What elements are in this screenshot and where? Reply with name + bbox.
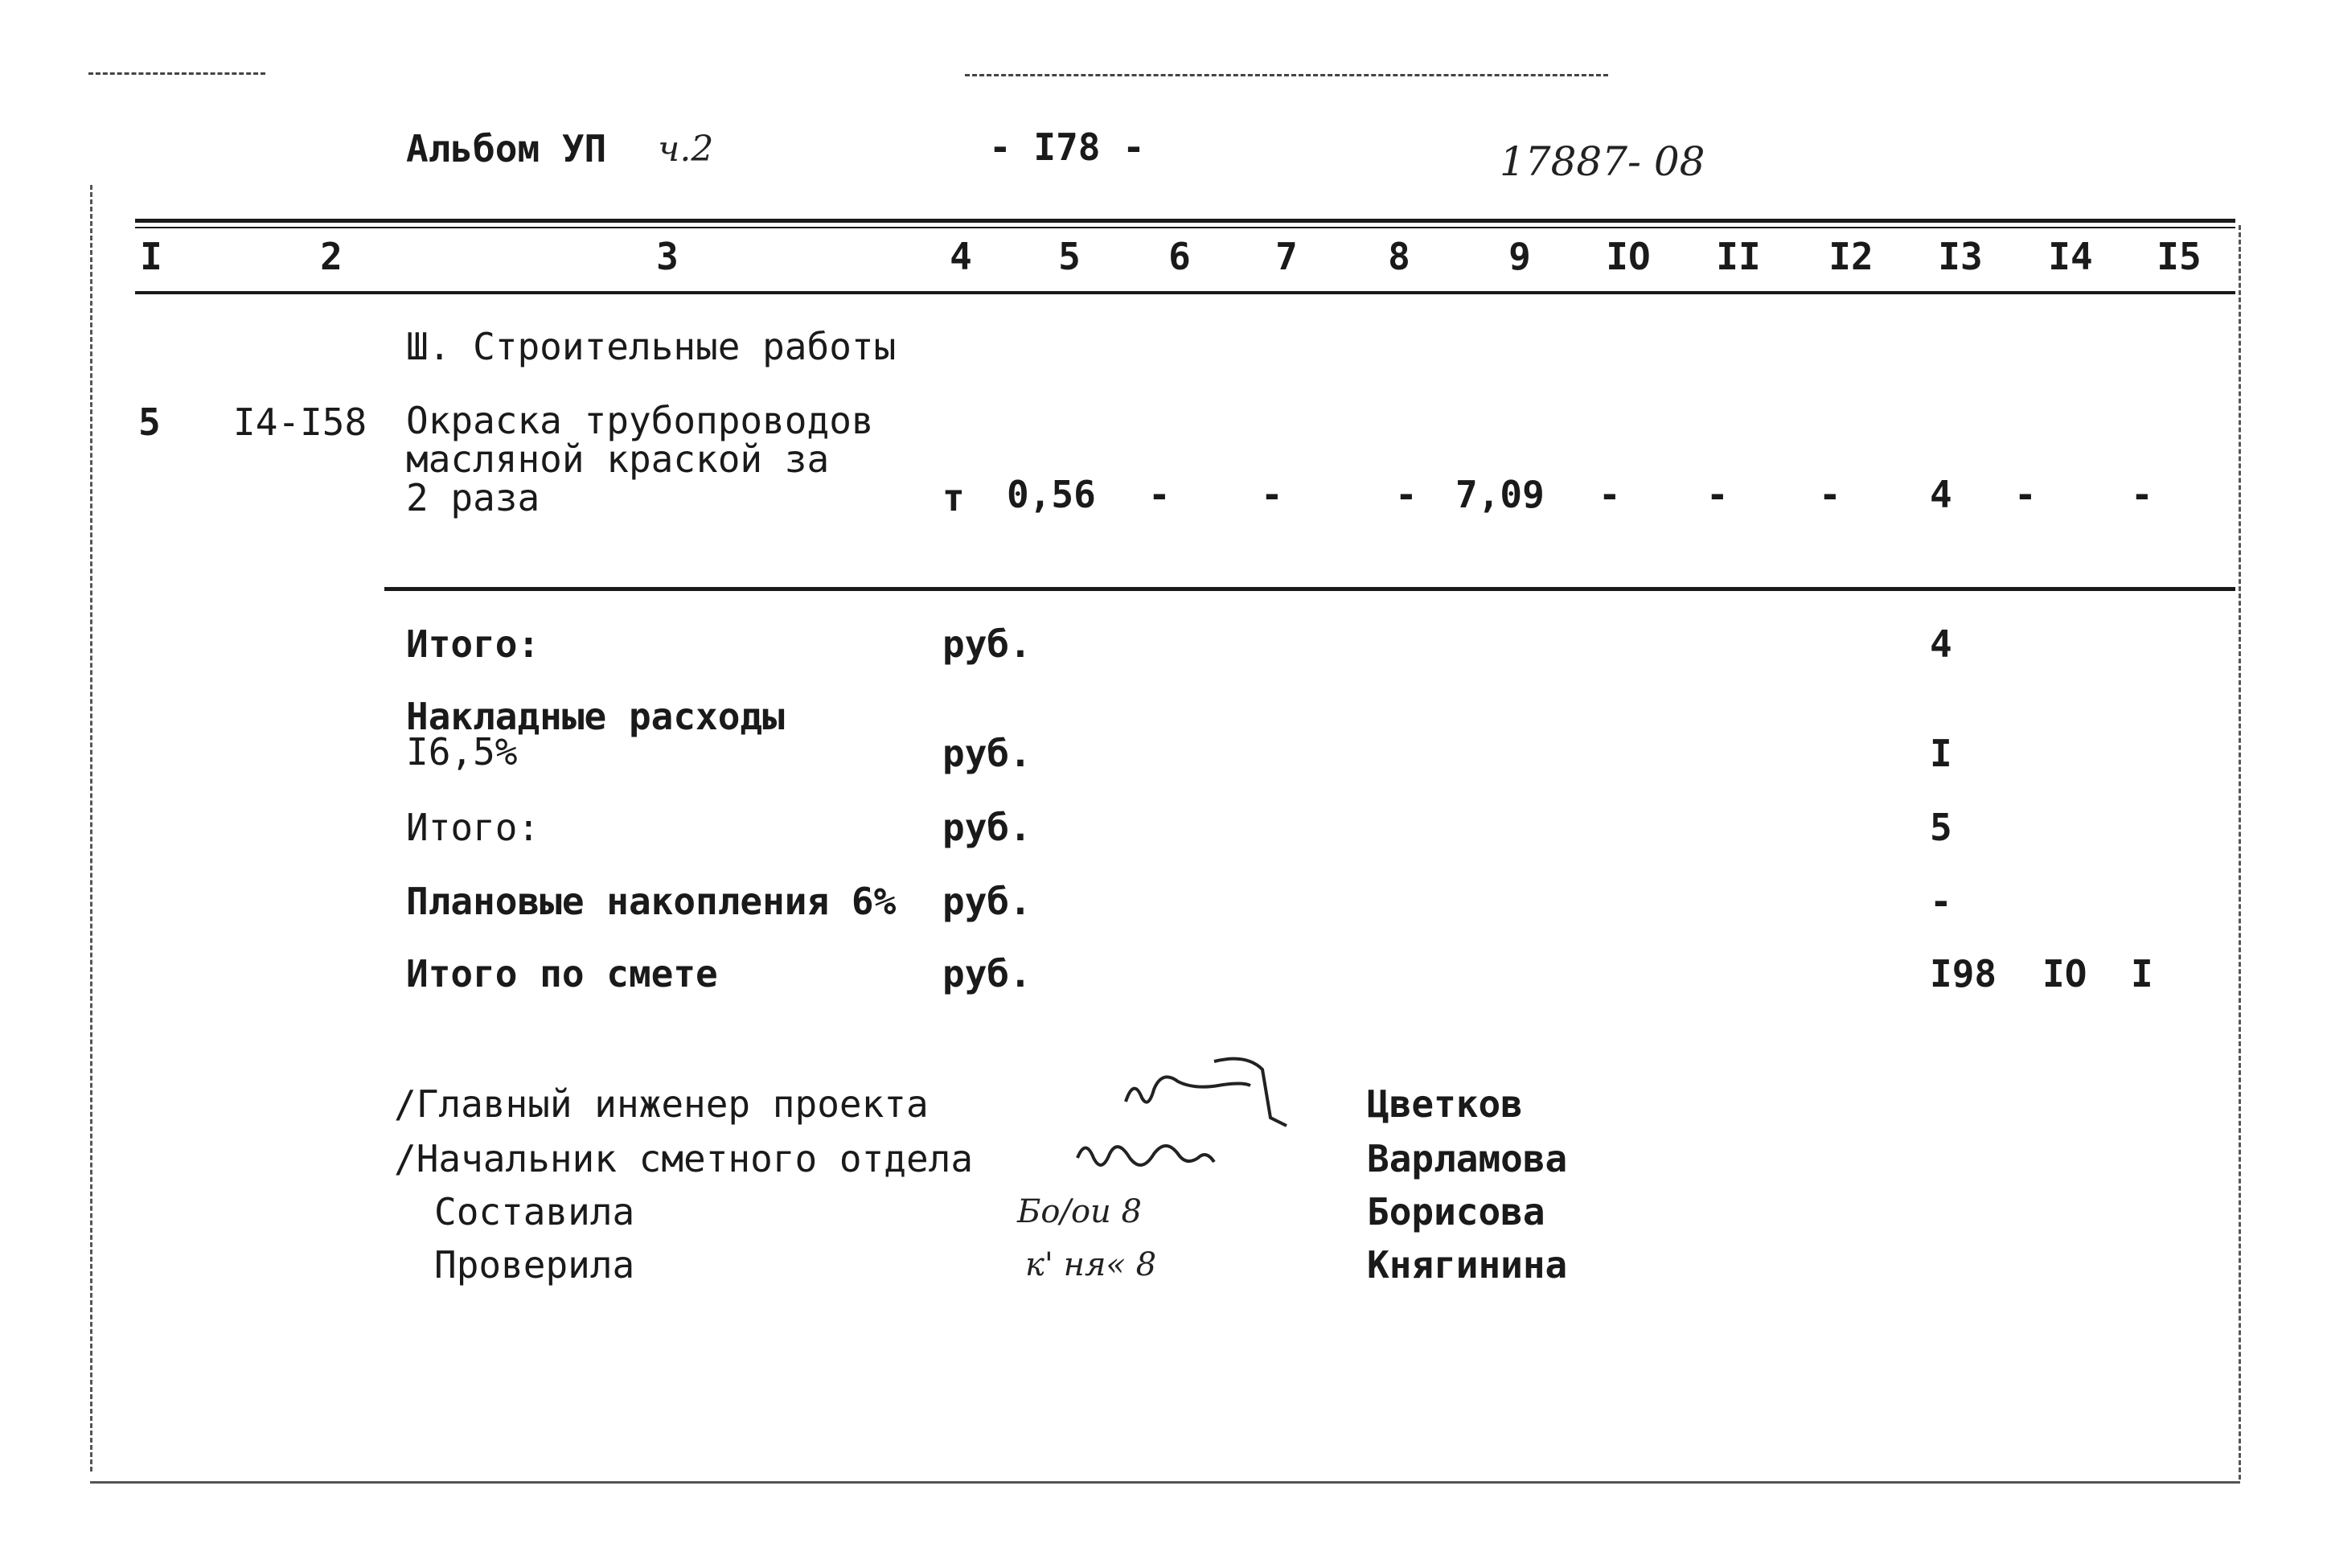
col-header: I3 [1938,235,1983,278]
estimate-total-label: Итого по смете [406,952,718,995]
row-description-line2: масляной краской за [406,437,830,481]
bottom-frame-edge [90,1481,2240,1484]
row-description-line3: 2 раза [406,476,540,519]
col-header: I [140,235,162,278]
header-bottom-rule [135,291,2235,294]
col-header: I4 [2048,235,2093,278]
section-title: Ш. Строительные работы [406,325,897,368]
overhead-unit: руб. [942,732,1032,775]
overhead-percent: I6,5% [406,730,518,774]
subtotal-col13: 5 [1930,806,1952,849]
planned-savings-label: Плановые накопления 6% [406,880,897,923]
row-col5-value: 0,56 [1007,473,1096,516]
row-col14-value: - [2014,473,2037,516]
col-header: 8 [1388,235,1410,278]
row-col8-value: - [1395,473,1418,516]
album-title: Альбом УП [406,127,607,170]
col-header: IO [1606,235,1651,278]
row-col7-value: - [1261,473,1283,516]
subtotal-unit: руб. [942,806,1032,849]
signature-role-chief-engineer: /Главный инженер проекта [394,1082,929,1126]
estimate-total-col14: IO [2042,952,2087,995]
signature-role-compiled: Составила [434,1190,635,1233]
planned-savings-col13: - [1930,880,1952,923]
col-header: I2 [1828,235,1874,278]
table-top-rule-thin [135,227,2235,228]
row-col13-value: 4 [1930,473,1952,516]
totals-label: Итого: [406,622,540,666]
row-col15-value: - [2131,473,2153,516]
col-header: 9 [1508,235,1531,278]
right-frame-edge [2239,225,2241,1480]
signature-name-knyaginina: Княгинина [1367,1243,1568,1287]
row-col12-value: - [1819,473,1841,516]
row-unit: т [942,476,965,519]
row-code: I4-I58 [233,400,367,444]
planned-savings-unit: руб. [942,880,1032,923]
col-header: II [1716,235,1761,278]
row-col11-value: - [1706,473,1729,516]
col-header: I5 [2157,235,2202,278]
signature-name-borisova: Борисова [1367,1190,1545,1233]
estimate-total-col15: I [2131,952,2153,995]
doc-number-handwritten: 17887- 08 [1500,138,1705,185]
volume-handwritten: ч.2 [658,129,714,170]
col-header: 4 [950,235,972,278]
signature-checked-handwritten: к' ня« 8 [1025,1246,1157,1283]
top-center-frame-mark [965,74,1608,76]
row-description-line1: Окраска трубопроводов [406,399,874,442]
top-left-frame-mark [88,72,265,75]
totals-top-rule [384,587,2235,591]
col-header: 2 [320,235,343,278]
page-number: - I78 - [989,125,1145,169]
row-number: 5 [138,400,161,444]
row-col9-value: 7,09 [1455,473,1545,516]
col-header: 5 [1058,235,1081,278]
signature-compiled-handwritten: Бо/ои 8 [1017,1193,1142,1230]
signature-role-estimate-head: /Начальник сметного отдела [394,1137,974,1180]
estimate-total-col13: I98 [1930,952,1997,995]
row-col10-value: - [1599,473,1621,516]
totals-unit: руб. [942,622,1032,666]
totals-col13: 4 [1930,622,1952,666]
table-top-rule [135,219,2235,223]
subtotal-label: Итого: [406,806,540,849]
signature-chief-engineer [1118,1045,1303,1134]
estimate-total-unit: руб. [942,952,1032,995]
col-header: 6 [1168,235,1191,278]
overhead-col13: I [1930,732,1952,775]
signature-name-varlamova: Варламова [1367,1137,1568,1180]
col-header: 3 [656,235,679,278]
overhead-label: Накладные расходы [406,695,785,738]
signature-role-checked: Проверила [434,1243,635,1287]
signature-estimate-head [1069,1126,1230,1182]
col-header: 7 [1275,235,1298,278]
left-frame-edge [90,185,92,1472]
signature-name-tsvetkov: Цветков [1367,1082,1523,1126]
row-col6-value: - [1148,473,1171,516]
